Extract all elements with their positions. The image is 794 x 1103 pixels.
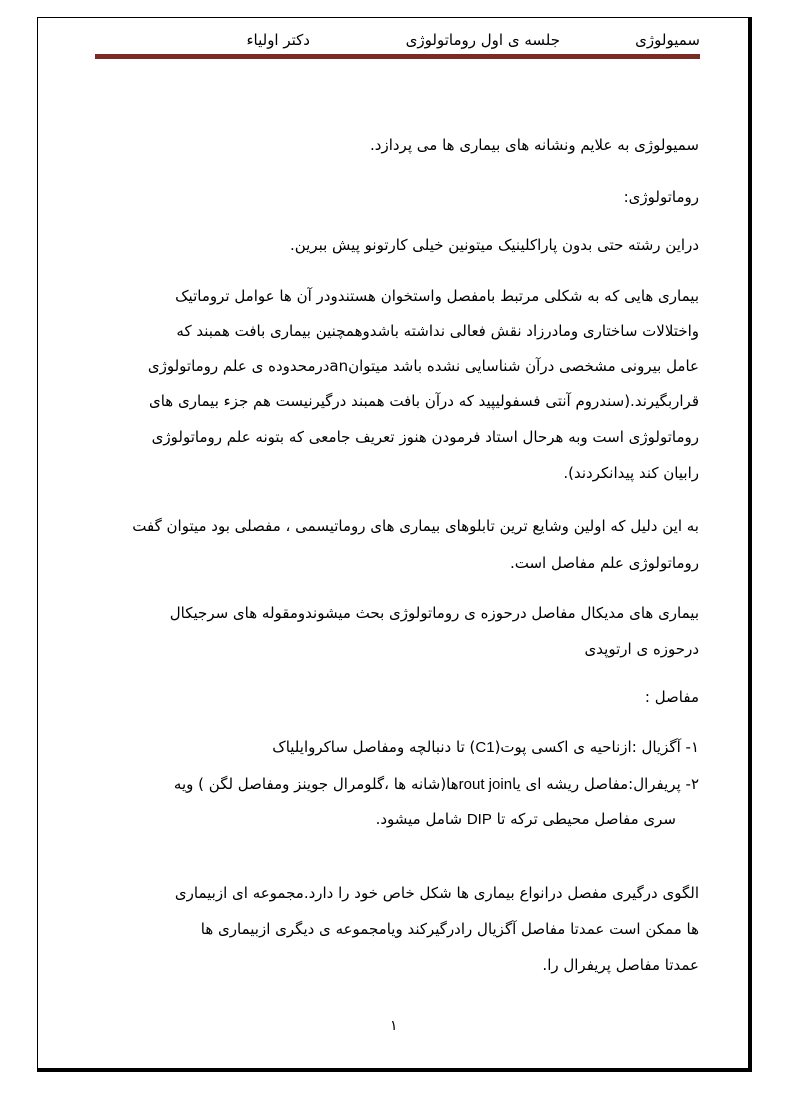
pattern-line: الگوی درگیری مفصل درانواع بیماری ها شکل خاص خود را دارد.مجموعه ای ازبیماری [174, 884, 699, 902]
definition-line: عامل بیرونی مشخصی درآن شناسایی نشده باشد میتوانanدرمحدوده ی علم روماتولوژی [147, 357, 699, 375]
medical-surgical-line: درحوزه ی ارتوپدی [584, 640, 699, 658]
header-session: جلسه ی اول روماتولوژی [405, 31, 560, 49]
header-lecturer: دکتر اولیاء [246, 31, 310, 49]
dip-term: DIP [466, 811, 492, 828]
medical-surgical-line: بیماری های مدیکال مفاصل درحوزه ی روماتولوژی بحث میشوندومقوله های سرجیکال [169, 604, 699, 622]
pattern-line: عمدتا مفاصل پریفرال را. [542, 956, 699, 974]
note-paragraph: دراین رشته حتی بدون پاراکلینیک میتونین خیلی کارتونو پیش ببرین. [289, 236, 699, 254]
list-item-text: ها(شانه ها ،گلومرال جوینز ومفاصل لگن ) ویه [173, 775, 459, 793]
pattern-line: ها ممکن است عمدتا مفاصل آگزیال رادرگیرکند ویامجموعه ی دیگری ازبیماری ها [200, 920, 699, 938]
intro-paragraph: سمیولوژی به علایم ونشانه های بیماری ها می پردازد. [370, 136, 699, 154]
list-item-text: شامل میشود. [375, 810, 463, 828]
list-item-text: سری مفاصل محیطی ترکه تا [496, 810, 676, 828]
page-border [37, 17, 752, 1072]
definition-line: بیماری هایی که به شکلی مرتبط بامفصل واستخوان هستندودر آن ها عوامل تروماتیک [175, 287, 699, 305]
list-item-text: ) تا دنبالچه ومفاصل ساکروایلیاک [272, 738, 476, 756]
header-course: سمیولوژی [635, 31, 700, 49]
joints-heading: مفاصل : [644, 688, 699, 706]
vertebra-code: C1 [475, 739, 495, 756]
list-item-peripheral-cont [376, 808, 676, 831]
definition-line: روماتولوژی است وبه هرحال استاد فرمودن هنوز تعریف جامعی که بتونه علم روماتولوژی [151, 428, 699, 446]
rheumatology-heading: روماتولوژی: [623, 188, 699, 206]
joint-science-line: روماتولوژی علم مفاصل است. [509, 554, 699, 572]
definition-line: واختلالات ساختاری ومادرزاد نقش فعالی نداشته باشدوهمچنین بیماری بافت همبند که [176, 322, 699, 340]
root-joint-term: rout join [458, 776, 513, 793]
page-number: ۱ [390, 1018, 398, 1034]
definition-line: قراربگیرند.(سندروم آنتی فسفولیپید که درآن بافت همبند درگیرنیست هم جزء بیماری های [148, 392, 699, 410]
joint-science-line: به این دلیل که اولین وشایع ترین تابلوهای بیماری های روماتیسمی ، مفصلی بود میتوان گفت [132, 517, 699, 535]
definition-line: رابیان کند پیدانکردند). [563, 464, 699, 482]
list-item-axial [272, 736, 699, 759]
page-header [95, 27, 700, 53]
header-rule-thin [95, 58, 700, 59]
list-item-text: ۱- آگزیال :ازناحیه ی اکسی پوت( [494, 738, 699, 756]
list-item-peripheral [174, 773, 699, 796]
list-item-text: ۲- پریفرال:مفاصل ریشه ای یا [512, 775, 699, 793]
